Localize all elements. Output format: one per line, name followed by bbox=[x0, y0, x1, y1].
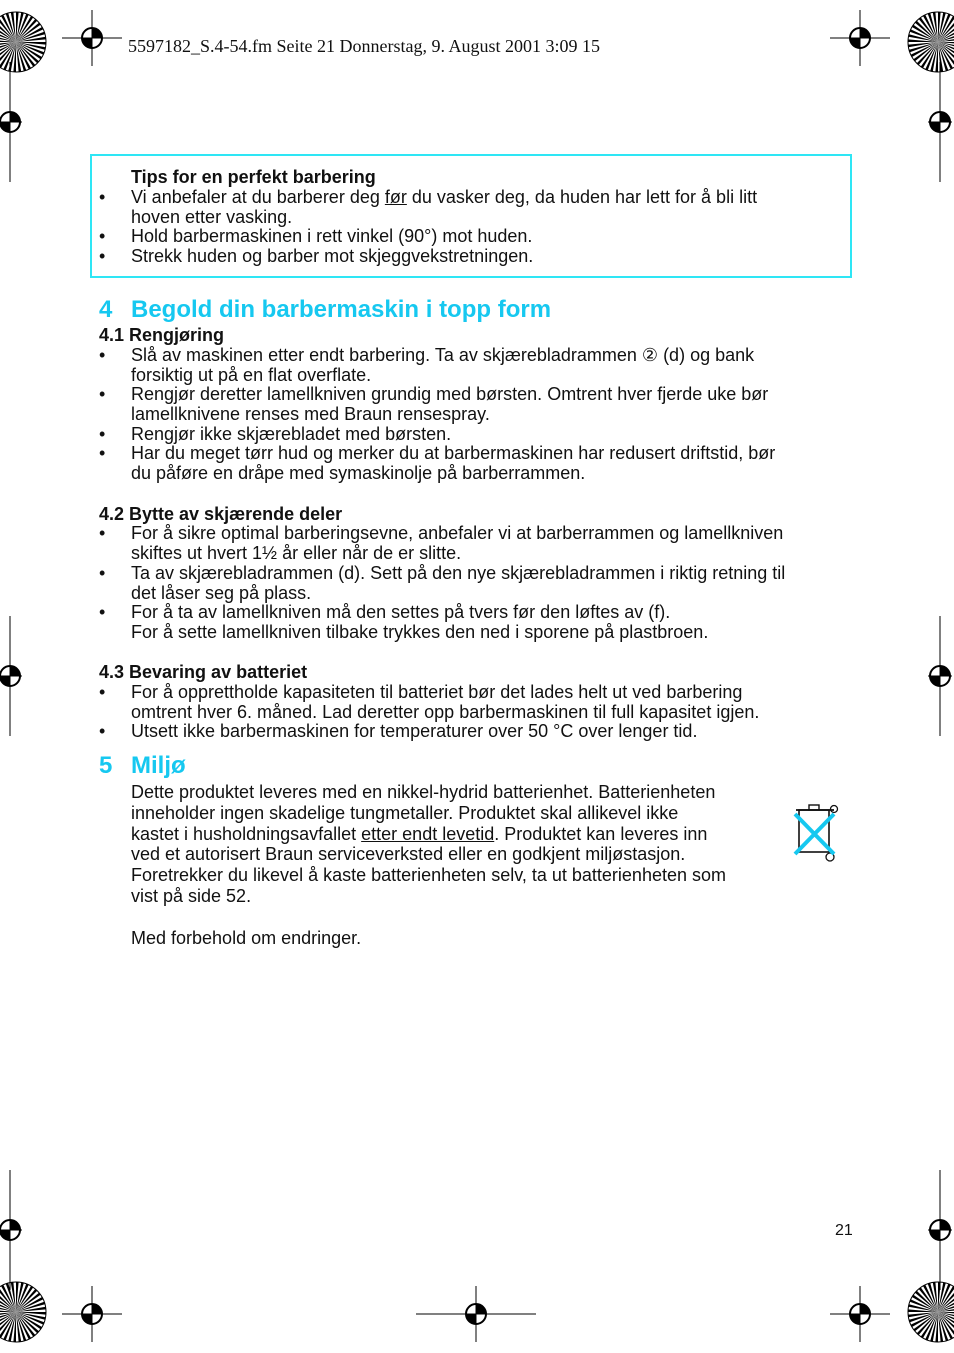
registration-mark-icon bbox=[928, 62, 952, 182]
registration-mark-icon bbox=[0, 616, 22, 736]
registration-mark-icon bbox=[0, 62, 22, 182]
bullet: • bbox=[99, 563, 106, 583]
environment-line-3-end: . Produktet kan leveres inn bbox=[494, 823, 708, 844]
replace-item-3-line1: For å ta av lamellkniven må den settes på tvers før den løftes av (f). bbox=[131, 602, 671, 622]
tips-title: Tips for en perfekt barbering bbox=[131, 167, 376, 187]
section-5-number: 5 bbox=[99, 752, 113, 779]
section-4-number: 4 bbox=[99, 296, 113, 323]
cleaning-item-1-line2: forsiktig ut på en flat overflate. bbox=[131, 364, 372, 385]
tips-item-1-text: Vi anbefaler at du barberer deg bbox=[131, 187, 385, 207]
tips-item-1-emphasis: før bbox=[384, 187, 407, 207]
replace-item-2-line1: Ta av skjærebladrammen (d). Sett på den nye skjærebladrammen i riktig retning til bbox=[131, 563, 786, 583]
registration-mark-icon bbox=[830, 1286, 890, 1342]
bullet: • bbox=[99, 345, 106, 365]
tips-item-3: Strekk huden og barber mot skjeggvekstretningen. bbox=[131, 246, 534, 266]
bullet: • bbox=[99, 602, 106, 622]
cleaning-item-3: Rengjør ikke skjærebladet med børsten. bbox=[131, 424, 452, 444]
environment-line-5: Foretrekker du likevel å kaste batterienheten selv, ta ut batterienheten som bbox=[131, 865, 726, 886]
bullet: • bbox=[99, 424, 106, 444]
page-number: 21 bbox=[835, 1222, 853, 1239]
section-4-title: Begold din barbermaskin i topp form bbox=[131, 296, 552, 323]
cleaning-item-4-line1: Har du meget tørr hud og merker du at barbermaskinen har redusert driftstid, bør bbox=[131, 443, 776, 463]
subsection-4-3-title: 4.3 Bevaring av batteriet bbox=[99, 662, 308, 682]
subsection-4-2-title: 4.2 Bytte av skjærende deler bbox=[99, 504, 343, 524]
replace-item-2-line2: det låser seg på plass. bbox=[131, 582, 312, 603]
cleaning-item-2-line2: lamellknivene renses med Braun rensespray. bbox=[131, 403, 490, 424]
subsection-4-1-title: 4.1 Rengjøring bbox=[99, 325, 225, 345]
file-header: 5597182_S.4-54.fm Seite 21 Donnerstag, 9. August 2001 3:09 15 bbox=[128, 36, 600, 56]
bullet: • bbox=[99, 721, 106, 741]
cleaning-item-1-line1: Slå av maskinen etter endt barbering. Ta av skjærebladrammen ② (d) og bank bbox=[131, 345, 755, 365]
starburst-target-icon bbox=[908, 12, 954, 72]
registration-mark-icon bbox=[830, 10, 890, 66]
registration-mark-icon bbox=[928, 616, 952, 736]
cleaning-item-2-line1: Rengjør deretter lamellkniven grundig med børsten. Omtrent hver fjerde uke bør bbox=[131, 384, 769, 404]
starburst-target-icon bbox=[908, 1282, 954, 1342]
environment-line-6: vist på side 52. bbox=[131, 885, 252, 906]
bullet: • bbox=[99, 246, 106, 266]
bullet: • bbox=[99, 682, 106, 702]
registration-mark-icon bbox=[62, 10, 122, 66]
tips-item-2: Hold barbermaskinen i rett vinkel (90°) mot huden. bbox=[131, 226, 533, 246]
environment-line-3-emphasis: etter endt levetid bbox=[361, 823, 495, 844]
registration-mark-icon bbox=[416, 1286, 536, 1342]
bullet: • bbox=[99, 187, 106, 207]
registration-mark-icon bbox=[0, 1170, 22, 1290]
bullet: • bbox=[99, 443, 106, 463]
section-5-title: Miljø bbox=[131, 752, 186, 779]
bullet: • bbox=[99, 226, 106, 246]
starburst-target-icon bbox=[0, 12, 46, 72]
registration-mark-icon bbox=[62, 1286, 122, 1342]
tips-item-1-line2: hoven etter vasking. bbox=[131, 206, 293, 227]
starburst-target-icon bbox=[0, 1282, 46, 1342]
replace-item-1-line1: For å sikre optimal barberingsevne, anbefaler vi at barberrammen og lamellkniven bbox=[131, 523, 784, 543]
bullet: • bbox=[99, 523, 106, 543]
environment-line-3-start: kastet i husholdningsavfallet bbox=[131, 823, 362, 844]
battery-item-2: Utsett ikke barbermaskinen for temperaturer over 50 °C over lenger tid. bbox=[131, 721, 698, 741]
bullet: • bbox=[99, 384, 106, 404]
battery-item-1-line1: For å opprettholde kapasiteten til batteriet bør det lades helt ut ved barbering bbox=[131, 682, 743, 702]
replace-item-3-line2: For å sette lamellkniven tilbake trykkes den ned i sporene på plastbroen. bbox=[131, 621, 709, 642]
replace-item-1-line2: skiftes ut hvert 1½ år eller når de er slitte. bbox=[131, 542, 462, 563]
environment-line-2: inneholder ingen skadelige tungmetaller. Produktet skal allikevel ikke bbox=[131, 802, 679, 823]
environment-line-1: Dette produktet leveres med en nikkel-hydrid batterienhet. Batterienheten bbox=[131, 782, 716, 802]
environment-line-4: ved et autorisert Braun serviceverksted eller en godkjent miljøstasjon. bbox=[131, 844, 686, 865]
battery-item-1-line2: omtrent hver 6. måned. Lad deretter opp barbermaskinen til full kapasitet igjen. bbox=[131, 701, 760, 722]
tips-item-1-text-end: du vasker deg, da huden har lett for å bli litt bbox=[406, 187, 758, 207]
disclaimer-note: Med forbehold om endringer. bbox=[131, 928, 362, 948]
registration-mark-icon bbox=[928, 1170, 952, 1290]
cleaning-item-4-line2: du påføre en dråpe med symaskinolje på barberrammen. bbox=[131, 462, 586, 483]
